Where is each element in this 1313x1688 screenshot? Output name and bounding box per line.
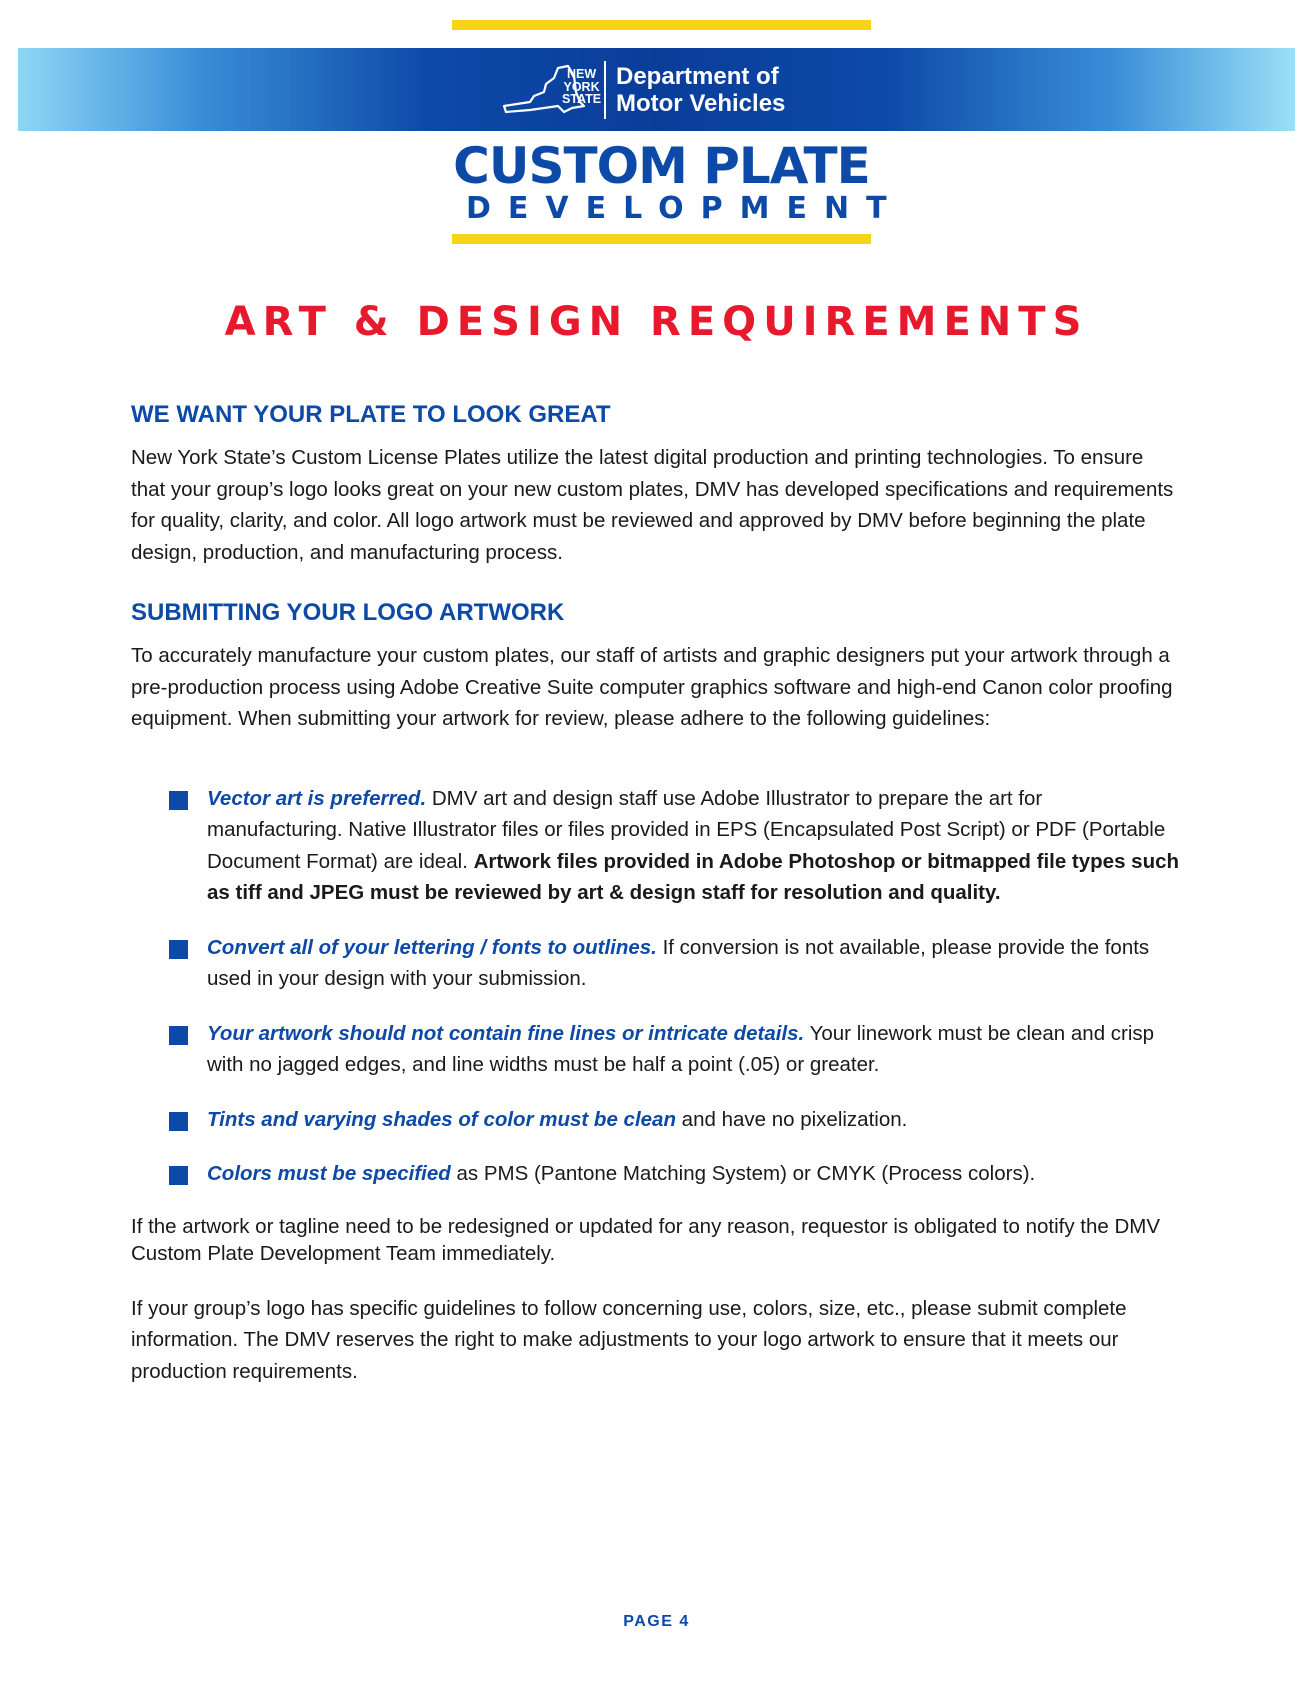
bullet-text: Your linework must be clean and crisp with no jagged edges, and line widths must be half a point (.05) or greater. [207,1021,1155,1076]
list-item [169,1158,1183,1190]
bullet-square-icon [169,1112,188,1131]
program-subtitle: DEVELOPMENT [466,191,904,226]
dept-name [616,63,785,117]
list-item [169,1104,1183,1136]
bullet-square-icon [169,940,188,959]
program-title: CUSTOM PLATE [453,137,870,195]
list-item [169,932,1183,995]
page-number: PAGE 4 [623,1613,690,1630]
list-item [169,783,1183,909]
bullet-square-icon [169,1026,188,1045]
state-line-3: STATE [562,92,602,106]
section1-body: New York State’s Custom License Plates utilize the latest digital production and printing technologies. To ensure that your group’s logo looks great on your new custom plates, DMV has developed specifications and requirements for quality, clarity, and color. All logo artwork must be reviewed and approved by DMV before beginning the plate design, production, and manufacturing process. [131,446,1174,564]
top-yellow-rule [452,20,871,30]
state-line-2: YORK [563,79,600,94]
document-body [131,400,1183,1387]
new-york-state-outline-icon [500,62,602,118]
bullet-bold-text: Artwork files provided in Adobe Photoshop or bitmapped file types such as tiff and JPEG must be reviewed by art & design staff for resolution and quality. [207,849,1180,904]
logo-divider [604,61,606,119]
section2-body: To accurately manufacture your custom plates, our staff of artists and graphic designers put your artwork through a pre-production process using Adobe Creative Suite computer graphics software and high-end Canon color proofing equipment. When submitting your artwork for review, please adhere to the following guidelines: [131,644,1173,730]
page-heading: ART & DESIGN REQUIREMENTS [224,299,1089,345]
bullet-text: as PMS (Pantone Matching System) or CMYK (Process colors). [450,1162,1036,1185]
section2-title: SUBMITTING YOUR LOGO ARTWORK [131,599,565,626]
bullet-text: and have no pixelization. [675,1107,908,1131]
dept-line-2: Motor Vehicles [616,90,786,117]
bullet-text: If conversion is not available, please provide the fonts used in your design with your submission. [207,935,1150,990]
bullet-lead: Tints and varying shades of color must be clean [207,1107,676,1131]
state-line-1: NEW [566,67,597,81]
dept-line-1: Department of [616,63,779,90]
bottom-yellow-rule [452,234,871,244]
guidelines-list [131,783,1183,1190]
bullet-lead: Convert all of your lettering / fonts to outlines. [207,935,657,959]
state-wordmark [562,68,601,106]
closing-paragraph-1: If the artwork or tagline need to be redesigned or updated for any reason, requestor is obligated to notify the DMV Custom Plate Development Team immediately. [131,1214,1161,1265]
bullet-text: DMV art and design staff use Adobe Illustrator to prepare the art for manufacturing. Native Illustrator files or files provided in EPS (Encapsulated Post Script) or PDF (Portable Document Format) are ideal. [207,786,1166,873]
bullet-lead: Your artwork should not contain fine lines or intricate details. [207,1021,805,1045]
bullet-square-icon [169,791,188,810]
closing-paragraph-2: If your group’s logo has specific guidelines to follow concerning use, colors, size, etc., please submit complete information. The DMV reserves the right to make adjustments to your logo artwork to ensure that it meets our production requirements. [131,1296,1127,1383]
list-item [169,1018,1183,1081]
bullet-square-icon [169,1166,188,1185]
bullet-lead: Colors must be specified [207,1162,451,1185]
bullet-lead: Vector art is preferred. [207,786,427,810]
nys-dmv-logo [500,56,785,124]
section1-title: WE WANT YOUR PLATE TO LOOK GREAT [131,401,611,428]
